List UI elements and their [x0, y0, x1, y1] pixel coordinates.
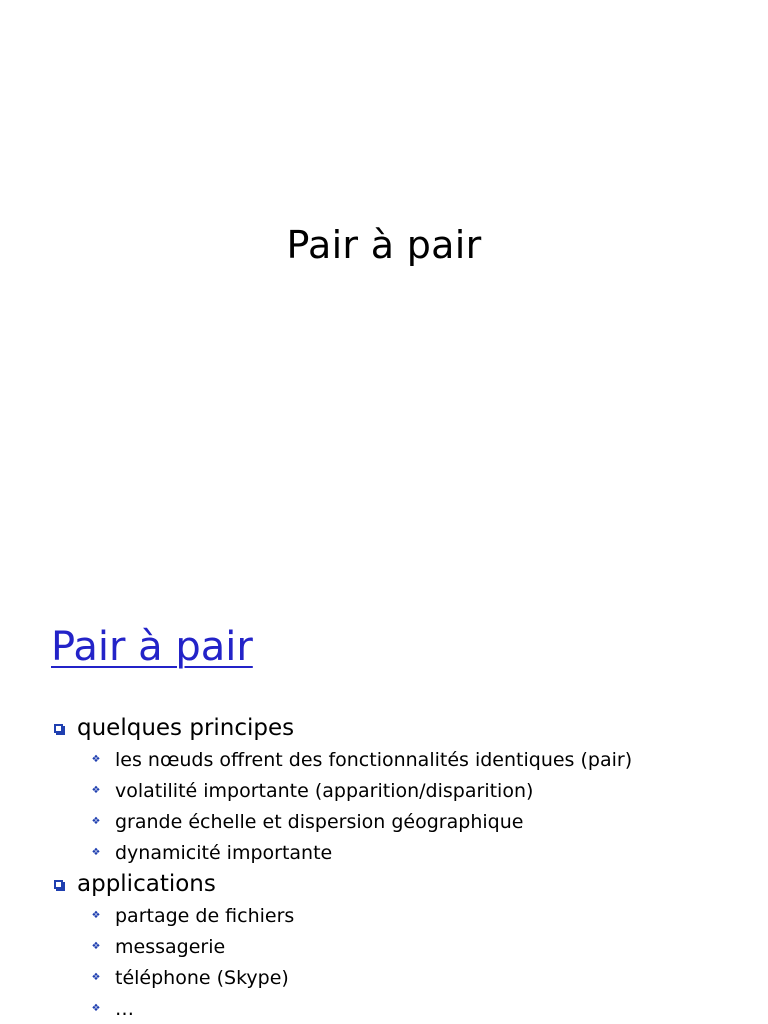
bullet-list [52, 712, 632, 1024]
diamond-bullet-icon: ❖ [91, 909, 101, 921]
square-bullet-icon [54, 880, 63, 889]
list-item-label: quelques principes [77, 715, 295, 741]
sublist-item [91, 806, 632, 837]
sublist-item [91, 993, 632, 1024]
square-bullet-icon [54, 724, 63, 733]
sublist-item-label: … [115, 997, 134, 1020]
diamond-bullet-icon: ❖ [91, 815, 101, 827]
sublist-item [91, 931, 632, 962]
sublist-item [91, 837, 632, 868]
diamond-bullet-icon: ❖ [91, 846, 101, 858]
sublist-item-label: téléphone (Skype) [115, 966, 289, 989]
sublist-item-label: volatilité importante (apparition/disparition) [115, 779, 534, 802]
sublist-item-label: grande échelle et dispersion géographique [115, 810, 524, 833]
sublist-item-label: les nœuds offrent des fonctionnalités identiques (pair) [115, 748, 633, 771]
slide-1-title: Pair à pair [286, 223, 482, 267]
sublist-item [91, 775, 632, 806]
sublist-principles [52, 744, 632, 868]
diamond-bullet-icon: ❖ [91, 753, 101, 765]
sublist-item-label: dynamicité importante [115, 841, 333, 864]
diamond-bullet-icon: ❖ [91, 971, 101, 983]
diamond-bullet-icon: ❖ [91, 784, 101, 796]
sublist-item-label: messagerie [115, 935, 226, 958]
sublist-item [91, 744, 632, 775]
diamond-bullet-icon: ❖ [91, 940, 101, 952]
sublist-applications [52, 900, 632, 1024]
list-item-principles [52, 712, 632, 868]
list-item-label: applications [77, 871, 216, 897]
sublist-item [91, 962, 632, 993]
slide-content-page [0, 576, 768, 1024]
sublist-item [91, 900, 632, 931]
sublist-item-label: partage de fichiers [115, 904, 295, 927]
list-item-applications [52, 868, 632, 1024]
slide-2-title: Pair à pair [51, 624, 253, 670]
diamond-bullet-icon: ❖ [91, 1002, 101, 1014]
